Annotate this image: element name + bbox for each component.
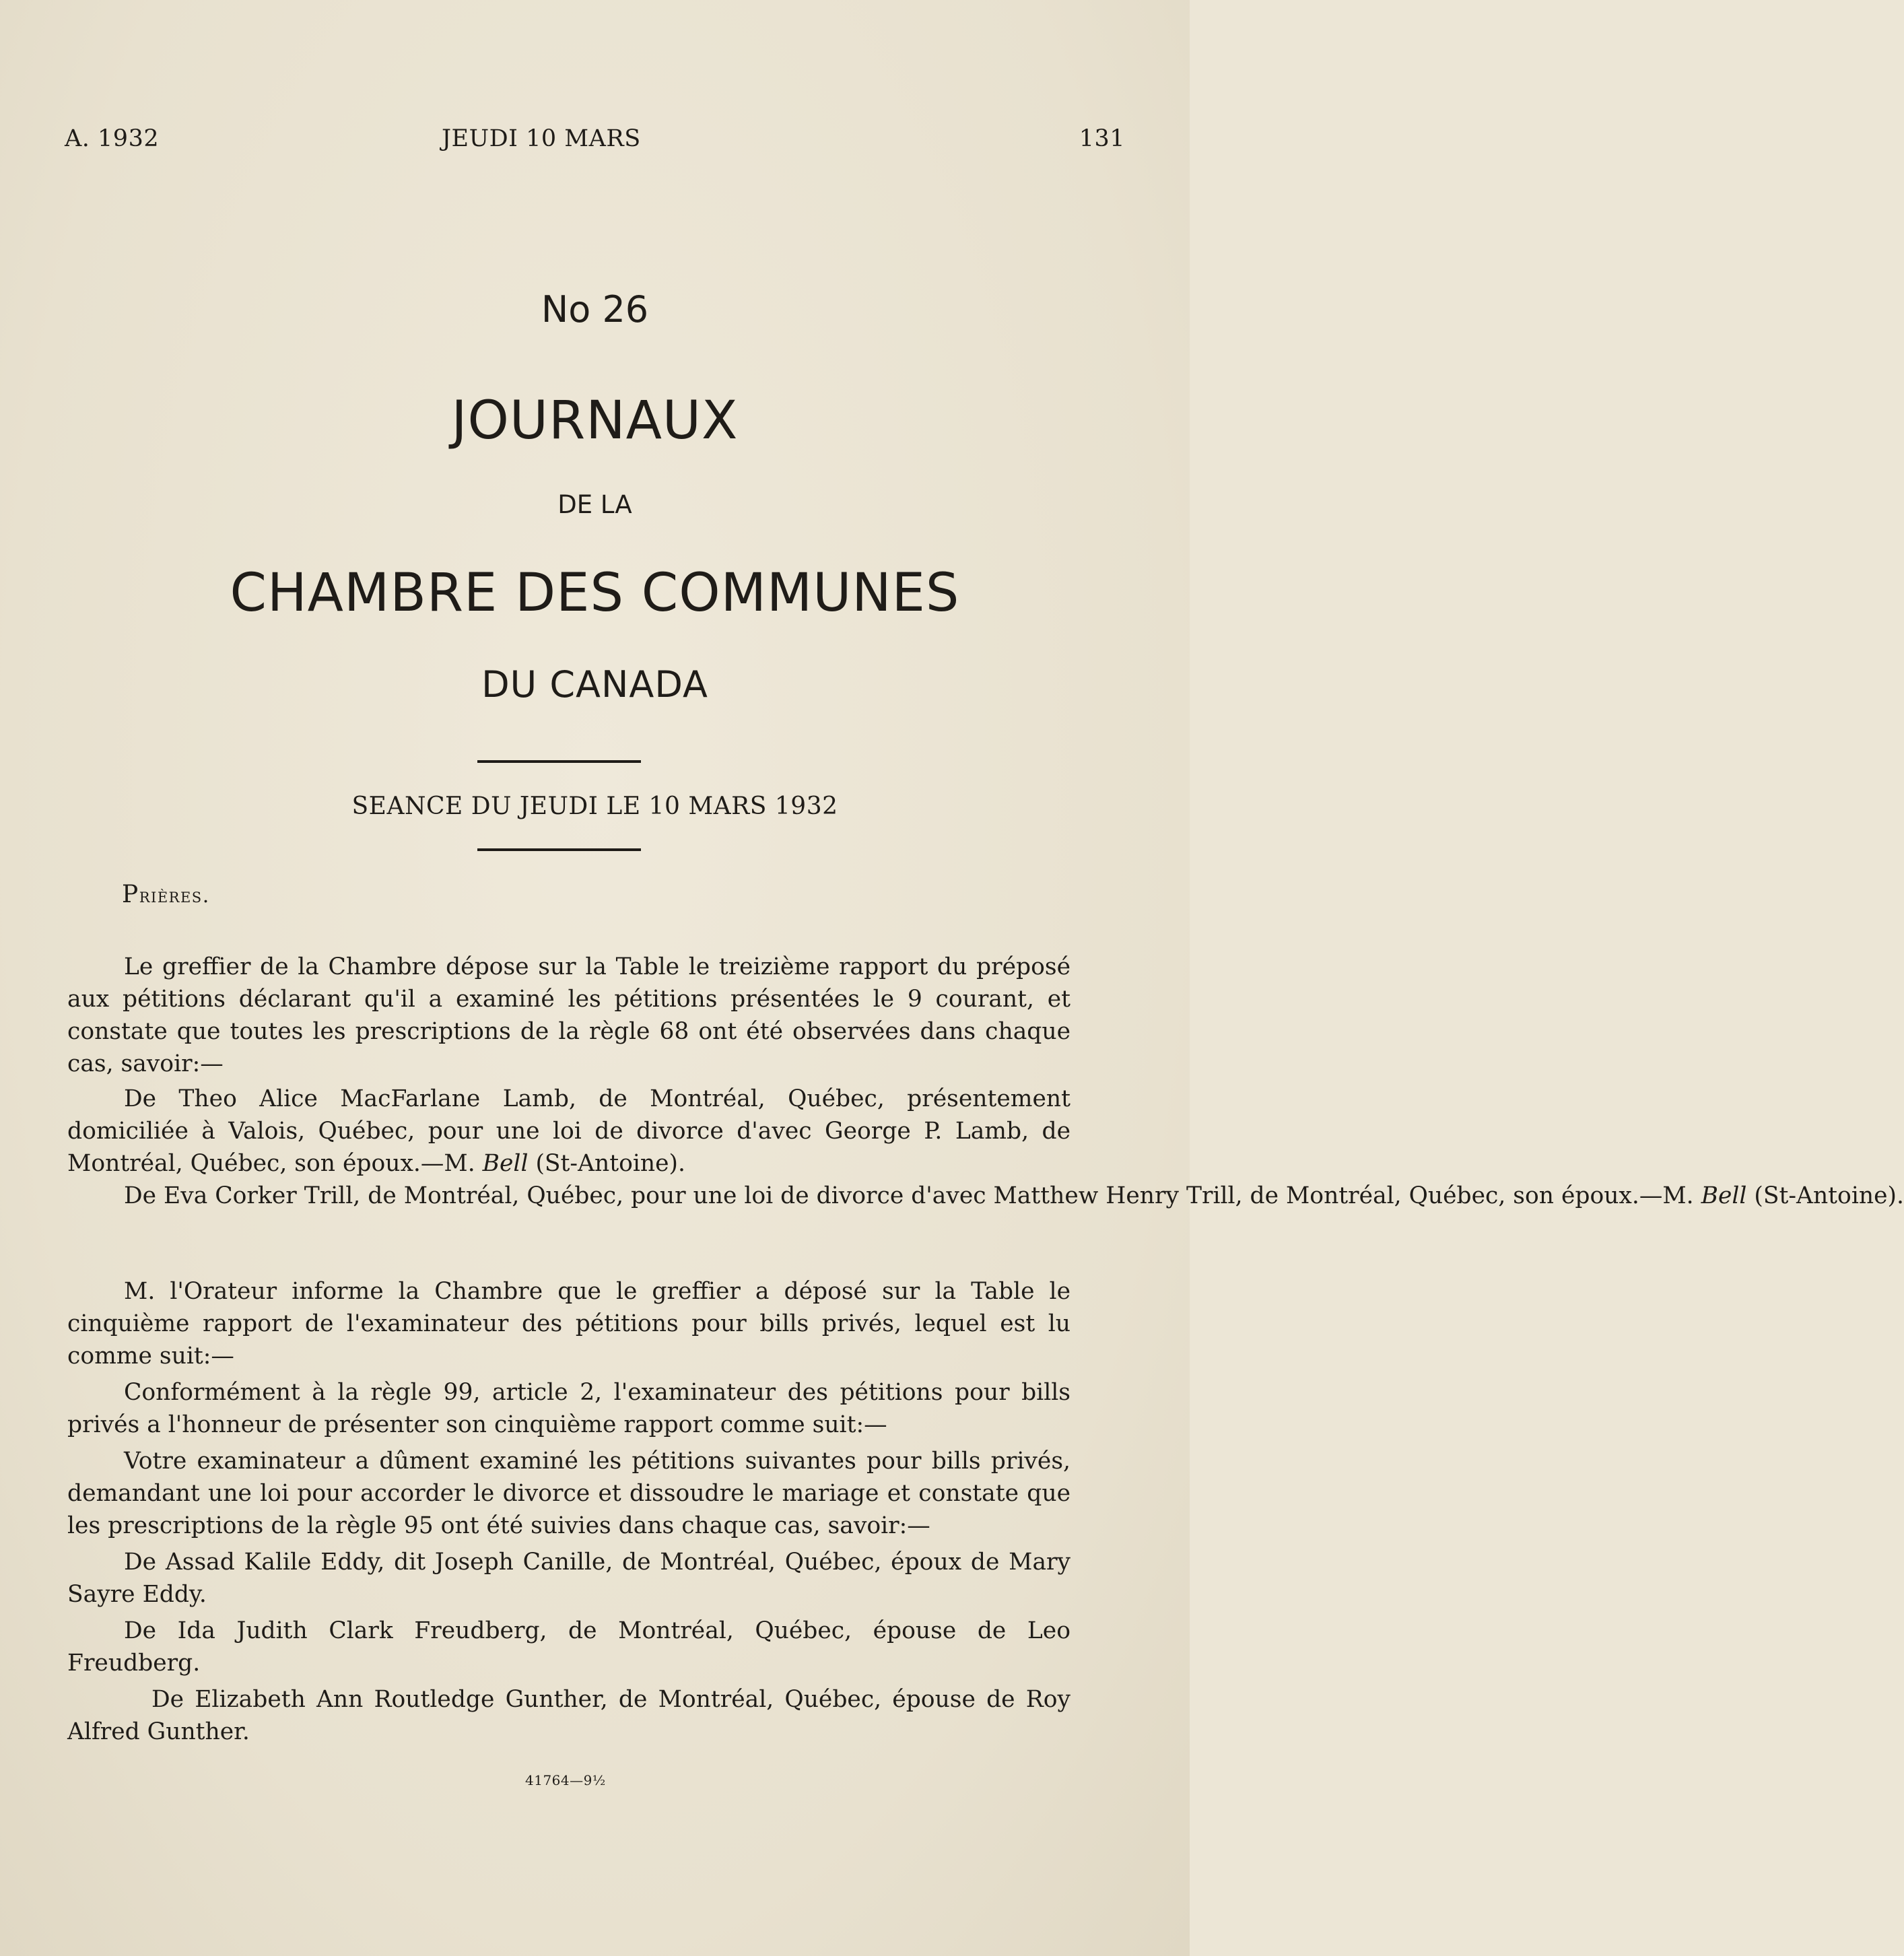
section-examiner-report [67,1275,1070,1748]
section-petitions-report [67,951,1904,1212]
divider-bottom [477,848,641,851]
member-name: Bell [482,1150,529,1177]
paragraph: De Elizabeth Ann Routledge Gunther, de Montréal, Québec, épouse de Roy Alfred Gunther. [67,1686,1070,1745]
paragraph: De Assad Kalile Eddy, dit Joseph Canille, de Montréal, Québec, époux de Mary Sayre Eddy. [67,1549,1070,1608]
paragraph: De Ida Judith Clark Freudberg, de Montréal, Québec, épouse de Leo Freudberg. [67,1617,1070,1677]
member-name: Bell [1701,1182,1747,1209]
paragraph: De Theo Alice MacFarlane Lamb, de Montréal, Québec, présentement domiciliée à Valois, Québec, pour une loi de divorce d'avec George P. Lamb, de Montréal, Québec, son époux.—M. Bell (St-Antoine). [67,1085,1070,1177]
title-du-canada: DU CANADA [481,663,708,706]
paragraph: De Eva Corker Trill, de Montréal, Québec, pour une loi de divorce d'avec Matthew Henry Trill, de Montréal, Québec, son époux.—M. Bell (St-Antoine). [124,1182,1904,1209]
paragraph: Conformément à la règle 99, article 2, l'examinateur des pétitions pour bills privés a l'honneur de présenter son cinquième rapport comme suit:— [67,1379,1070,1438]
running-head [65,125,1125,159]
print-reference: 41764—9½ [525,1772,606,1788]
title-journaux: JOURNAUX [451,391,739,451]
title-chambre: CHAMBRE DES COMMUNES [230,563,960,623]
running-head-date: JEUDI 10 MARS [442,125,641,152]
paragraph: M. l'Orateur informe la Chambre que le greffier a déposé sur la Table le cinquième rapport de l'examinateur des pétitions pour bills privés, lequel est lu comme suit:— [67,1278,1070,1370]
page-number: 131 [1079,125,1125,152]
running-head-year: A. 1932 [65,125,160,152]
seance-heading: SEANCE DU JEUDI LE 10 MARS 1932 [351,792,838,820]
prieres-label: Prières. [122,881,210,908]
divider-top [477,760,641,763]
paragraph: Le greffier de la Chambre dépose sur la Table le treizième rapport du préposé aux pétitions déclarant qu'il a examiné les pétitions présentées le 9 courant, et constate que toutes les prescriptions de la règle 68 ont été observées dans chaque cas, savoir:— [67,953,1070,1077]
title-de-la: DE LA [557,490,632,519]
issue-number: No 26 [541,288,649,331]
paragraph: Votre examinateur a dûment examiné les pétitions suivantes pour bills privés, demandant une loi pour accorder le divorce et dissoudre le mariage et constate que les prescriptions de la règle 95 ont été suivies dans chaque cas, savoir:— [67,1448,1070,1539]
